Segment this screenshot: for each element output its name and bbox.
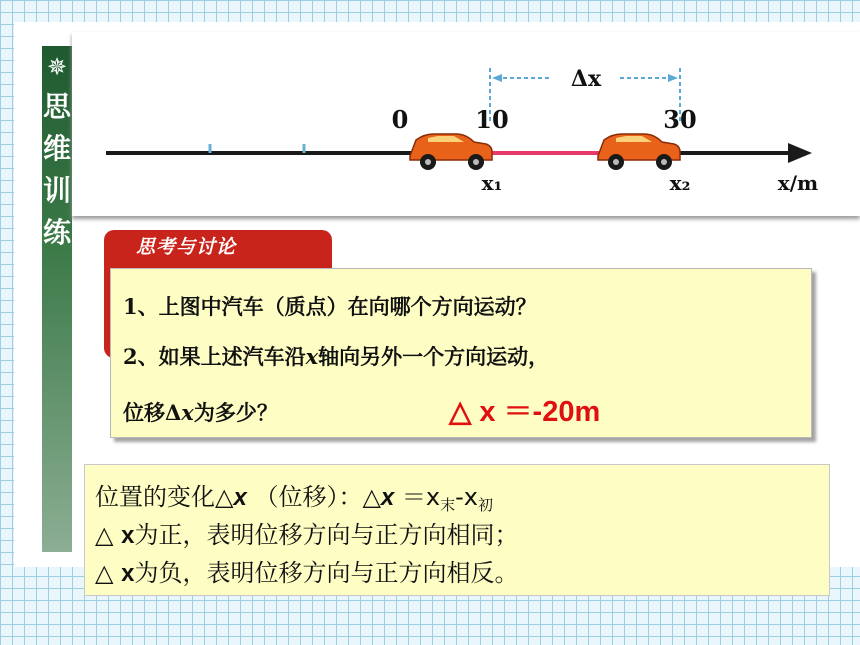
car-icon [598,134,680,170]
variable-x: x [121,522,135,549]
side-title-char: 思 [42,90,71,123]
summary-text: △ [95,521,122,549]
summary-text: △ [95,559,122,587]
summary-line-2 [95,515,518,550]
summary-text: （位移）：△ [246,483,381,511]
subscript-end: 末 [440,496,456,514]
summary-text: ＝x [394,483,441,511]
question-3 [123,397,278,427]
question-2-text: 轴向另外一个方向运动， [318,344,550,369]
variable-x: x [181,400,194,425]
question-2 [123,341,549,371]
position-label-x1: x₁ [481,171,503,195]
question-1: 1、上图中汽车（质点）在向哪个方向运动？ [123,294,537,319]
subscript-start: 初 [478,496,494,514]
question-box [110,268,812,438]
position-label-x2: x₂ [669,171,691,195]
summary-text: 为负，表明位移方向与正方向相反。 [134,559,519,587]
motion-diagram [72,32,860,216]
axis-label: x/m [777,171,819,195]
summary-line-1 [95,477,493,515]
summary-text: 为正，表明位移方向与正方向相同； [134,521,519,549]
dimension-arrowhead-icon [492,74,502,82]
asterisk-flower-icon: ✵ [46,53,68,81]
variable-x: x [121,560,135,587]
delta-x-label: Δx [570,66,602,92]
dimension-arrowhead-icon [668,74,678,82]
number-line-figure [72,32,860,216]
tick-label: 10 [475,105,509,134]
side-title-char: 练 [42,216,71,249]
question-3-text: 位移Δ [123,400,182,425]
variable-x: x [380,484,395,511]
question-2-text: 2、如果上述汽车沿 [123,344,306,369]
answer-text: △ x ＝-20m [449,396,601,428]
summary-box [84,464,830,596]
summary-text: 位置的变化△ [95,483,234,511]
discussion-title: 思考与讨论 [136,236,237,258]
side-title-char: 维 [42,132,71,165]
side-title-bar [42,46,72,552]
tick-label: 30 [663,105,697,134]
question-3-text: 为多少？ [193,400,278,425]
summary-text: -x [455,483,479,511]
summary-line-3 [95,553,518,588]
car-icon [410,134,492,170]
variable-x: x [305,344,319,369]
axis-arrow-icon [788,143,812,163]
side-title-char: 训 [42,174,71,207]
tick-label: 0 [391,105,409,134]
variable-x: x [233,484,247,511]
